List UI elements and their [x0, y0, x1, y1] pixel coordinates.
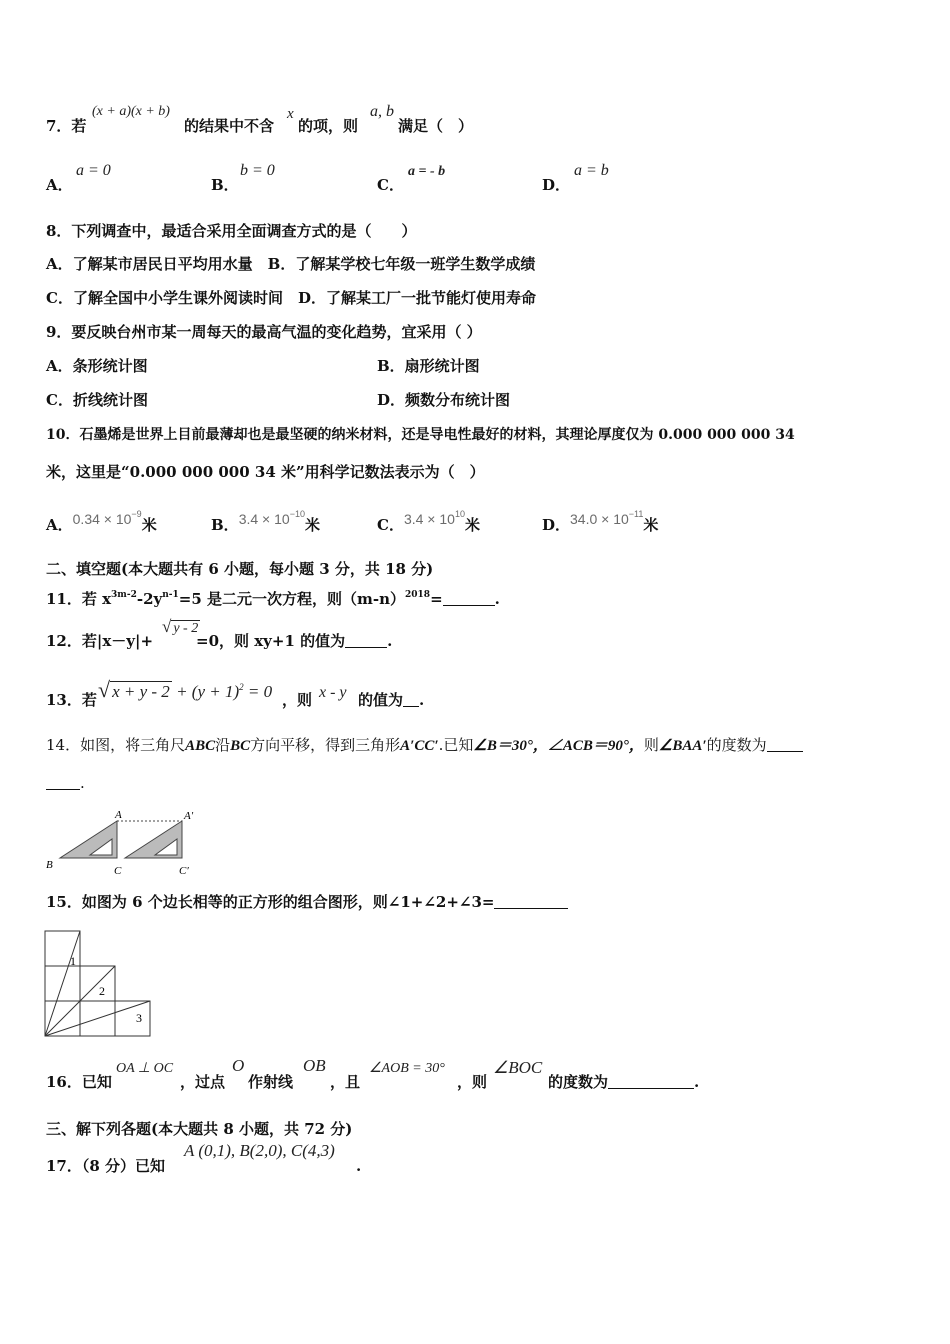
q7-opt-d-label: D． [542, 176, 571, 194]
q14-acc: A′CC′ [400, 738, 439, 754]
q11-part-a: 11．若 x [46, 590, 112, 608]
q7-opt-c-label: C． [377, 176, 404, 194]
q10-opt-a-unit: 米 [141, 516, 157, 534]
fig14-label-b: B [46, 859, 53, 871]
fig14-label-c: C [114, 865, 122, 877]
q11-part-b: -2y [136, 590, 163, 608]
q13-square-term: + (y + 1) [171, 682, 240, 701]
q10-opt-a-base: 0.34 × 10 [72, 511, 132, 527]
q7-number: 7．若 [46, 117, 87, 135]
q9-opt-d: D．频数分布统计图 [377, 391, 511, 409]
q10-opt-c-base: 3.4 × 10 [403, 511, 455, 527]
q14-abc: ABC [185, 738, 216, 754]
section-2-heading: 二、填空题(本大题共有 6 小题，每小题 3 分，共 18 分) [46, 560, 434, 578]
q13-sqrt-radicand: x + y - 2 [112, 682, 170, 701]
q13-part-b: ，则 [282, 691, 313, 709]
q10-line2: 米，这里是“0.000 000 000 34 米”用科学记数法表示为（ ） [46, 463, 485, 481]
q16-part-b: ，过点 [180, 1073, 226, 1091]
q16-part-c: 作射线 [248, 1073, 294, 1091]
q10-opt-a-exp: −9 [131, 509, 142, 519]
q7-opt-a-label: A． [46, 176, 73, 194]
q11-part-d: = [430, 590, 443, 608]
section-3-heading: 三、解下列各题(本大题共 8 小题，共 72 分) [46, 1120, 353, 1138]
q10-opt-d [542, 510, 658, 535]
q10-opt-a-label: A． [46, 516, 73, 534]
q14-then: 则 [643, 736, 659, 754]
q16-angle-aob: ∠AOB = 30° [369, 1061, 445, 1076]
q14-line1 [46, 735, 803, 756]
q9-stem: 9．要反映台州市某一周每天的最高气温的变化趋势，宜采用（ ） [46, 323, 482, 341]
q16-part-f [548, 1072, 699, 1092]
q11: 11．若 $x^{3m-2}-2y^{n-1}=5$ 是二元一次方程，则$(m-n)^{2018}=$ . [46, 590, 500, 608]
q12-end: . [387, 632, 393, 650]
q14-bc: BC [230, 738, 251, 754]
q17-points: A (0,1), B(2,0), C(4,3) [184, 1141, 335, 1160]
q10-opt-a [46, 510, 157, 535]
q11-exp3: 2018 [405, 590, 431, 600]
q14-answer-blank-2[interactable] [46, 775, 80, 790]
q12-part-a: 12．若|x－y|+ [46, 632, 154, 650]
q7-var-x: x [287, 106, 294, 122]
q10-opt-d-label: D． [542, 516, 571, 534]
q14-end: . [80, 774, 85, 792]
q11-answer-blank[interactable] [443, 591, 495, 606]
q14-answer-blank-1[interactable] [767, 737, 803, 752]
q10-opt-b-base: 3.4 × 10 [238, 511, 290, 527]
q13-square-exp: 2 [239, 682, 244, 692]
q16-point-o: O [232, 1056, 245, 1075]
q14-direction: 方向平移，得到三角形 [250, 736, 401, 754]
q7-opt-a-math: a = 0 [76, 162, 111, 179]
q14-angle-baa: ∠BAA′ [658, 738, 707, 754]
q16-part-e: ，则 [457, 1073, 488, 1091]
q10-opt-c [377, 510, 480, 535]
fig15-label-1: 1 [70, 954, 76, 968]
q10-opt-d-base: 34.0 × 10 [570, 511, 629, 527]
fig15-label-2: 2 [99, 984, 105, 998]
fig14-label-c-prime: C′ [179, 865, 189, 877]
q7-opt-b-math: b = 0 [240, 162, 275, 179]
q16-perp: OA ⊥ OC [116, 1061, 174, 1076]
q15 [46, 892, 568, 912]
q13-xy: x - y [319, 684, 347, 701]
q14-angle-acb: ∠ACB＝90°， [547, 738, 644, 754]
q16-part-f-text: 的度数为 [548, 1073, 609, 1091]
q7-mid: 的结果中不含 [184, 117, 275, 135]
q10-opt-b-unit: 米 [304, 516, 320, 534]
q7-opt-d-math: a = b [574, 162, 609, 179]
q14-line2 [46, 773, 85, 793]
q16-part-a: 16．已知 [46, 1073, 112, 1091]
q9-opt-a: A．条形统计图 [46, 357, 148, 375]
q10-opt-d-exp: −11 [628, 509, 644, 519]
q16-angle-boc: ∠BOC [493, 1058, 543, 1077]
q11-part-c: =5 是二元一次方程，则（m-n） [178, 590, 406, 608]
fig14-label-a: A [115, 809, 122, 821]
q16-ray-ob: OB [303, 1056, 326, 1075]
fig14-triangles [40, 805, 220, 880]
fig14-label-a-prime: A′ [184, 810, 194, 822]
fig15-diagonal-1 [45, 931, 80, 1036]
q7-end: 满足（ ） [398, 117, 474, 135]
q7-stem [46, 116, 86, 136]
q8-options-ab: A．了解某市居民日平均用水量 B．了解某学校七年级一班学生数学成绩 [46, 255, 536, 273]
q10-opt-b [211, 510, 320, 535]
q12-sqrt-radicand: y - 2 [173, 621, 199, 636]
q7-expr: (x + a)(x + b) [92, 104, 170, 119]
q7-mid2: 的项，则 [298, 117, 359, 135]
fig15-square-6 [115, 1001, 150, 1036]
q14-along: 沿 [215, 736, 231, 754]
q10-opt-d-unit: 米 [643, 516, 659, 534]
q14-angle-b: ∠B＝30°， [473, 738, 548, 754]
q13-end: . [419, 691, 425, 709]
q15-answer-blank[interactable] [494, 894, 568, 909]
q12-part-b [196, 631, 392, 651]
q13-expr: √ $x + y - 2 + (y + 1)^2 = 0$ [98, 677, 273, 702]
q10-opt-c-unit: 米 [464, 516, 480, 534]
fig15-diagonal-3 [45, 1001, 150, 1036]
q17-part-a: 17．（8 分）已知 [46, 1157, 166, 1175]
q13-part-a: 13．若 [46, 691, 97, 709]
q11-exp2: n-1 [162, 590, 179, 600]
q10-opt-c-exp: 10 [454, 509, 465, 519]
q14-known: .已知 [438, 736, 474, 754]
fig15-squares [44, 929, 154, 1039]
q7-ab: a, b [370, 103, 394, 120]
q16-part-d: ，且 [330, 1073, 361, 1091]
q7-opt-c-math: a = - b [408, 164, 446, 179]
q10-opt-c-label: C． [377, 516, 404, 534]
q10-opt-b-label: B． [211, 516, 239, 534]
q10-opt-b-exp: −10 [289, 509, 305, 519]
q13-part-c-text: 的值为 [358, 691, 404, 709]
q9-opt-c: C．折线统计图 [46, 391, 148, 409]
q14-intro: 14．如图，将三角尺 [46, 736, 186, 754]
q12-sqrt: √ y - 2 [162, 617, 199, 636]
q16-end: . [694, 1073, 700, 1091]
q17-end: . [356, 1157, 362, 1175]
q13-part-c [358, 690, 424, 710]
q9-opt-b: B．扇形统计图 [377, 357, 480, 375]
q13-eq-zero: = 0 [243, 682, 273, 701]
q16-answer-blank[interactable] [608, 1074, 694, 1089]
q10-line1: 10．石墨烯是世界上目前最薄却也是最坚硬的纳米材料，还是导电性最好的材料，其理论厚度仅为 0.000 000 000 34 [46, 427, 795, 443]
q12-part-b-text: =0，则 xy+1 的值为 [196, 632, 346, 650]
q8-stem: 8．下列调查中，最适合采用全面调查方式的是（ ） [46, 222, 417, 240]
fig15-label-3: 3 [136, 1011, 142, 1025]
q8-options-cd: C．了解全国中小学生课外阅读时间 D．了解某工厂一批节能灯使用寿命 [46, 289, 536, 307]
q7-opt-b-label: B． [211, 176, 239, 194]
q11-exp1: 3m-2 [111, 590, 137, 600]
q14-degree-text: 的度数为 [706, 736, 767, 754]
q13-answer-blank[interactable] [403, 692, 419, 707]
q15-stem: 15．如图为 6 个边长相等的正方形的组合图形，则∠1+∠2+∠3= [46, 893, 495, 911]
q12-answer-blank[interactable] [345, 633, 387, 648]
